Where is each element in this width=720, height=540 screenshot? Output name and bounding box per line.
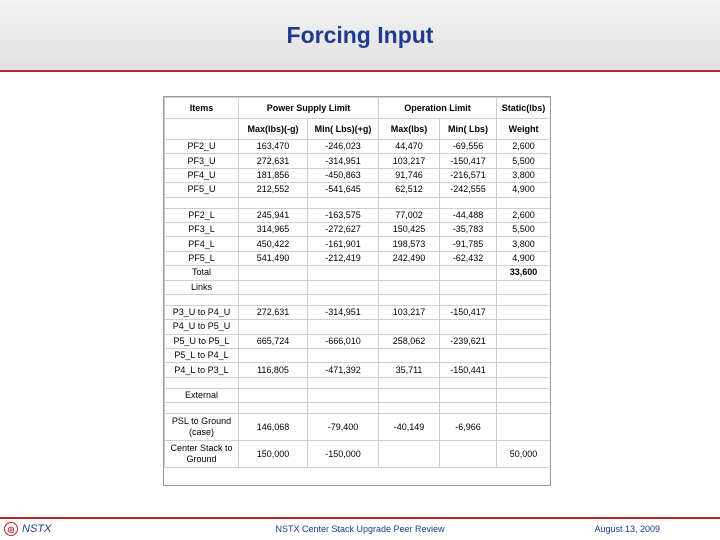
table-cell: -62,432 [440, 251, 497, 265]
table-cell: -163,575 [308, 208, 379, 222]
table-row [165, 320, 551, 334]
total-value: 33,600 [497, 266, 551, 280]
empty-cell [308, 197, 379, 208]
empty-cell [239, 280, 308, 294]
table-cell: -666,010 [308, 334, 379, 348]
table-row [165, 363, 551, 377]
empty-cell [379, 377, 440, 388]
nstx-logo-icon: ◎ [4, 522, 18, 536]
empty-cell [165, 294, 239, 305]
table-cell: -150,417 [440, 154, 497, 168]
table-cell: -150,000 [308, 441, 379, 468]
row-label: Center Stack to Ground [165, 441, 239, 468]
table-cell: 3,800 [497, 237, 551, 251]
table-cell: -44,488 [440, 208, 497, 222]
empty-cell [440, 388, 497, 402]
table-cell [308, 349, 379, 363]
table-cell: -150,441 [440, 363, 497, 377]
table-cell [497, 414, 551, 441]
table-cell: -161,901 [308, 237, 379, 251]
empty-cell [379, 266, 440, 280]
subheader-blank [165, 119, 239, 140]
slide-footer [0, 519, 720, 540]
table-cell: -314,951 [308, 305, 379, 319]
table-row [165, 280, 551, 294]
table-cell: 541,490 [239, 251, 308, 265]
table-cell: 272,631 [239, 305, 308, 319]
table-cell: 198,573 [379, 237, 440, 251]
empty-cell [497, 388, 551, 402]
table-cell [379, 349, 440, 363]
table-cell: -246,023 [308, 140, 379, 154]
empty-cell [497, 403, 551, 414]
table-cell: 35,711 [379, 363, 440, 377]
table-cell: 62,512 [379, 183, 440, 197]
row-label: PSL to Ground (case) [165, 414, 239, 441]
row-label: Links [165, 280, 239, 294]
table-cell: 4,900 [497, 183, 551, 197]
logo-text: NSTX [22, 523, 52, 535]
table-body [165, 140, 551, 468]
table-cell: 181,856 [239, 168, 308, 182]
slide-title: Forcing Input [286, 22, 434, 48]
table-cell: 665,724 [239, 334, 308, 348]
table-cell: -216,571 [440, 168, 497, 182]
row-label: PF4_L [165, 237, 239, 251]
table-cell: -450,863 [308, 168, 379, 182]
empty-cell [440, 266, 497, 280]
table-cell: 91,746 [379, 168, 440, 182]
table-row [165, 305, 551, 319]
table-cell: -35,783 [440, 222, 497, 236]
table-cell: -6,966 [440, 414, 497, 441]
table-cell: 314,965 [239, 222, 308, 236]
empty-cell [379, 403, 440, 414]
table-row [165, 349, 551, 363]
header-power-supply-limit: Power Supply Limit [239, 98, 379, 119]
row-label: P3_U to P4_U [165, 305, 239, 319]
table-cell [497, 349, 551, 363]
empty-cell [308, 280, 379, 294]
footer-title: NSTX Center Stack Upgrade Peer Review [275, 524, 445, 534]
table-cell: 103,217 [379, 305, 440, 319]
footer-date: August 13, 2009 [594, 524, 660, 534]
spacer-row [165, 197, 551, 208]
table-cell: 245,941 [239, 208, 308, 222]
table-cell: 163,470 [239, 140, 308, 154]
table-cell: 212,552 [239, 183, 308, 197]
table-cell: -91,785 [440, 237, 497, 251]
table-cell [379, 441, 440, 468]
row-label: PF3_L [165, 222, 239, 236]
table-row [165, 140, 551, 154]
empty-cell [165, 377, 239, 388]
empty-cell [308, 294, 379, 305]
forcing-table [163, 96, 551, 486]
row-label: PF5_U [165, 183, 239, 197]
table-cell: 5,500 [497, 222, 551, 236]
table-row [165, 251, 551, 265]
table-cell [440, 349, 497, 363]
table-row [165, 441, 551, 468]
table-row [165, 334, 551, 348]
spacer-row [165, 377, 551, 388]
empty-cell [165, 403, 239, 414]
empty-cell [239, 377, 308, 388]
header-static: Static(lbs) [497, 98, 551, 119]
table-row [165, 154, 551, 168]
spacer-row [165, 294, 551, 305]
table-cell: 258,062 [379, 334, 440, 348]
header-operation-limit: Operation Limit [379, 98, 497, 119]
table-cell: 272,631 [239, 154, 308, 168]
table-cell [239, 349, 308, 363]
table-row [165, 168, 551, 182]
table-cell: -69,556 [440, 140, 497, 154]
empty-cell [497, 377, 551, 388]
empty-cell [440, 377, 497, 388]
table-cell [497, 363, 551, 377]
table-cell: 103,217 [379, 154, 440, 168]
row-label: PF3_U [165, 154, 239, 168]
table-cell: 150,425 [379, 222, 440, 236]
subheader-op-min: Min( Lbs) [440, 119, 497, 140]
table-cell: 3,800 [497, 168, 551, 182]
row-label: Total [165, 266, 239, 280]
table-cell [440, 441, 497, 468]
empty-cell [239, 266, 308, 280]
table-cell: 50,000 [497, 441, 551, 468]
forcing-input-table [164, 97, 551, 468]
empty-cell [497, 197, 551, 208]
empty-cell [497, 280, 551, 294]
table-row [165, 388, 551, 402]
table-row [165, 414, 551, 441]
empty-cell [239, 294, 308, 305]
row-label: PF2_L [165, 208, 239, 222]
empty-cell [440, 294, 497, 305]
row-label: PF5_L [165, 251, 239, 265]
table-row [165, 208, 551, 222]
table-cell: 2,600 [497, 140, 551, 154]
table-row [165, 266, 551, 280]
row-label: External [165, 388, 239, 402]
table-cell: -314,951 [308, 154, 379, 168]
table-cell: 146,068 [239, 414, 308, 441]
table-cell: 450,422 [239, 237, 308, 251]
table-cell: -239,621 [440, 334, 497, 348]
table-row [165, 222, 551, 236]
empty-cell [239, 388, 308, 402]
spacer-row [165, 403, 551, 414]
empty-cell [379, 388, 440, 402]
table-cell: -40,149 [379, 414, 440, 441]
subheader-weight: Weight [497, 119, 551, 140]
table-cell: 116,805 [239, 363, 308, 377]
empty-cell [165, 197, 239, 208]
table-cell: 242,490 [379, 251, 440, 265]
header-items: Items [165, 98, 239, 119]
empty-cell [308, 377, 379, 388]
table-cell: 77,002 [379, 208, 440, 222]
table-cell: -79,400 [308, 414, 379, 441]
table-cell: -272,627 [308, 222, 379, 236]
empty-cell [497, 294, 551, 305]
table-cell [497, 334, 551, 348]
row-label: P5_L to P4_L [165, 349, 239, 363]
empty-cell [308, 403, 379, 414]
table-cell [239, 320, 308, 334]
table-cell: 44,470 [379, 140, 440, 154]
empty-cell [440, 403, 497, 414]
empty-cell [308, 266, 379, 280]
table-cell: 5,500 [497, 154, 551, 168]
row-label: P5_U to P5_L [165, 334, 239, 348]
empty-cell [440, 197, 497, 208]
row-label: P4_U to P5_U [165, 320, 239, 334]
table-cell: -471,392 [308, 363, 379, 377]
table-cell [497, 305, 551, 319]
table-cell [497, 320, 551, 334]
table-cell: -541,645 [308, 183, 379, 197]
table-cell [379, 320, 440, 334]
table-cell: 4,900 [497, 251, 551, 265]
table-cell [308, 320, 379, 334]
row-label: PF4_U [165, 168, 239, 182]
empty-cell [379, 197, 440, 208]
empty-cell [239, 403, 308, 414]
subheader-ps-min: Min( Lbs)(+g) [308, 119, 379, 140]
table-cell: -242,555 [440, 183, 497, 197]
header-rule [0, 70, 720, 72]
empty-cell [440, 280, 497, 294]
table-cell: 2,600 [497, 208, 551, 222]
table-cell: 150,000 [239, 441, 308, 468]
table-row [165, 183, 551, 197]
table-row [165, 237, 551, 251]
table-cell: -212,419 [308, 251, 379, 265]
row-label: PF2_U [165, 140, 239, 154]
table-cell [440, 320, 497, 334]
empty-cell [379, 280, 440, 294]
row-label: P4_L to P3_L [165, 363, 239, 377]
table-cell: -150,417 [440, 305, 497, 319]
subheader-ps-max: Max(lbs)(-g) [239, 119, 308, 140]
empty-cell [239, 197, 308, 208]
empty-cell [379, 294, 440, 305]
subheader-op-max: Max(lbs) [379, 119, 440, 140]
empty-cell [308, 388, 379, 402]
